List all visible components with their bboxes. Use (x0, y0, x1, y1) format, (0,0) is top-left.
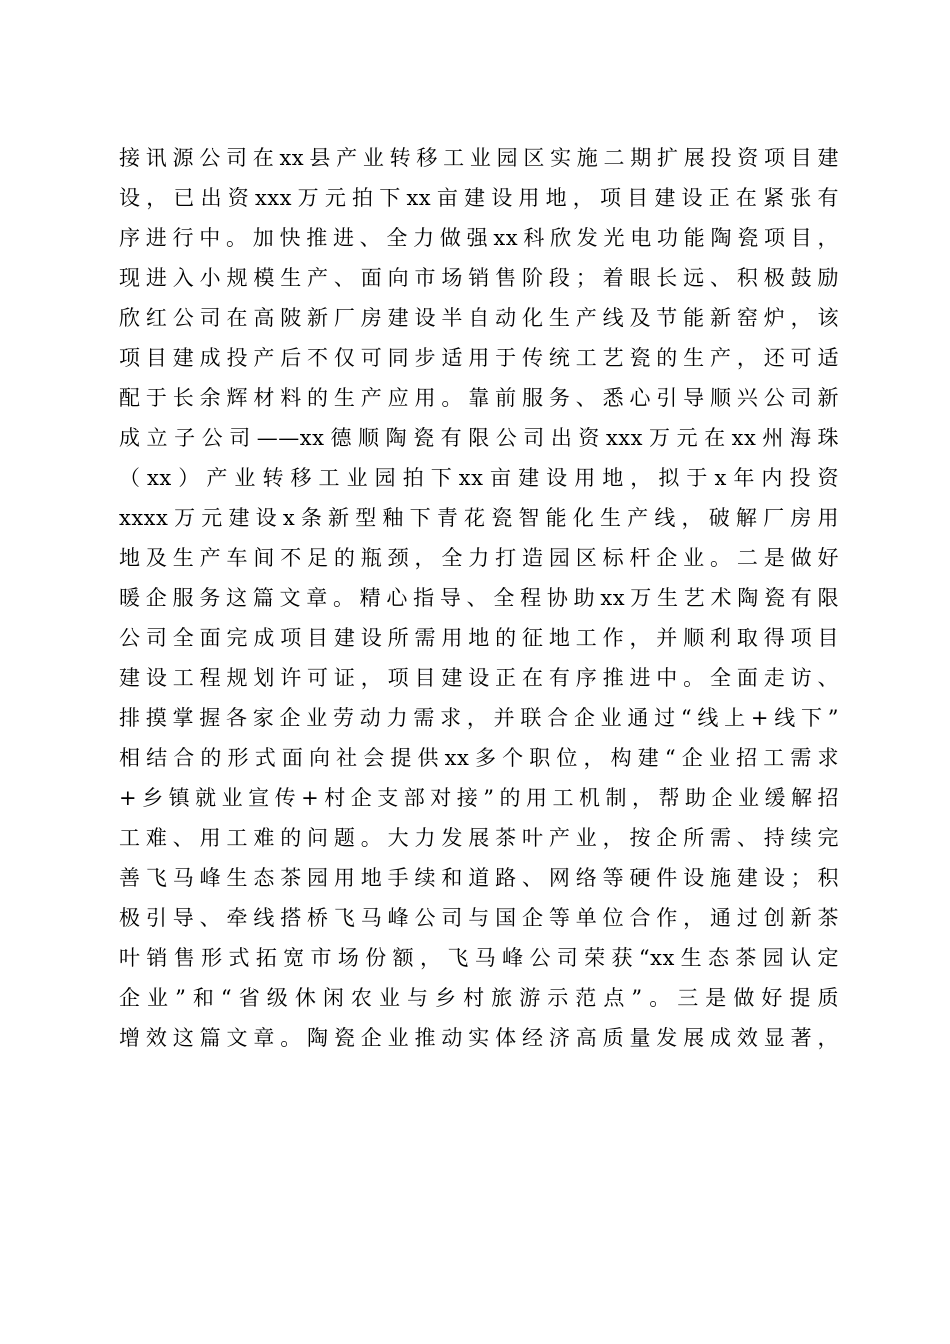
text-line-19: 善飞马峰生态茶园用地手续和道路、网络等硬件设施建设；积 (119, 866, 839, 890)
text-line-8: 成立子公司——xx德顺陶瓷有限公司出资xxx万元在xx州海珠 (119, 426, 839, 450)
text-line-23: 增效这篇文章。陶瓷企业推动实体经济高质量发展成效显著， (119, 1026, 839, 1050)
text-line-9: （xx）产业转移工业园拍下xx亩建设用地，拟于x年内投资 (119, 466, 839, 490)
text-line-11: 地及生产车间不足的瓶颈，全力打造园区标杆企业。二是做好 (119, 546, 839, 570)
text-line-17: +乡镇就业宣传+村企支部对接”的用工机制，帮助企业缓解招 (119, 786, 839, 810)
text-line-13: 公司全面完成项目建设所需用地的征地工作，并顺利取得项目 (119, 626, 839, 650)
text-line-7: 配于长余辉材料的生产应用。靠前服务、悉心引导顺兴公司新 (119, 386, 839, 410)
text-line-2: 设，已出资xxx万元拍下xx亩建设用地，项目建设正在紧张有 (119, 186, 839, 210)
text-line-4: 现进入小规模生产、面向市场销售阶段；着眼长远、积极鼓励 (119, 266, 839, 290)
text-line-1: 接讯源公司在xx县产业转移工业园区实施二期扩展投资项目建 (119, 146, 839, 170)
text-line-15: 排摸掌握各家企业劳动力需求，并联合企业通过“线上+线下” (119, 706, 839, 730)
text-line-22: 企业”和“省级休闲农业与乡村旅游示范点”。三是做好提质 (119, 986, 839, 1010)
text-line-14: 建设工程规划许可证，项目建设正在有序推进中。全面走访、 (119, 666, 839, 690)
text-line-18: 工难、用工难的问题。大力发展茶叶产业，按企所需、持续完 (119, 826, 839, 850)
text-line-6: 项目建成投产后不仅可同步适用于传统工艺瓷的生产，还可适 (119, 346, 839, 370)
text-line-3: 序进行中。加快推进、全力做强xx科欣发光电功能陶瓷项目， (119, 226, 839, 250)
text-line-10: xxxx万元建设x条新型釉下青花瓷智能化生产线，破解厂房用 (119, 506, 839, 530)
text-line-12: 暖企服务这篇文章。精心指导、全程协助xx万生艺术陶瓷有限 (119, 586, 839, 610)
text-line-20: 极引导、牵线搭桥飞马峰公司与国企等单位合作，通过创新茶 (119, 906, 839, 930)
text-line-5: 欣红公司在高陂新厂房建设半自动化生产线及节能新窑炉，该 (119, 306, 839, 330)
body-paragraph (119, 138, 839, 1058)
text-line-21: 叶销售形式拓宽市场份额，飞马峰公司荣获“xx生态茶园认定 (119, 946, 839, 970)
text-line-16: 相结合的形式面向社会提供xx多个职位，构建“企业招工需求 (119, 746, 839, 770)
